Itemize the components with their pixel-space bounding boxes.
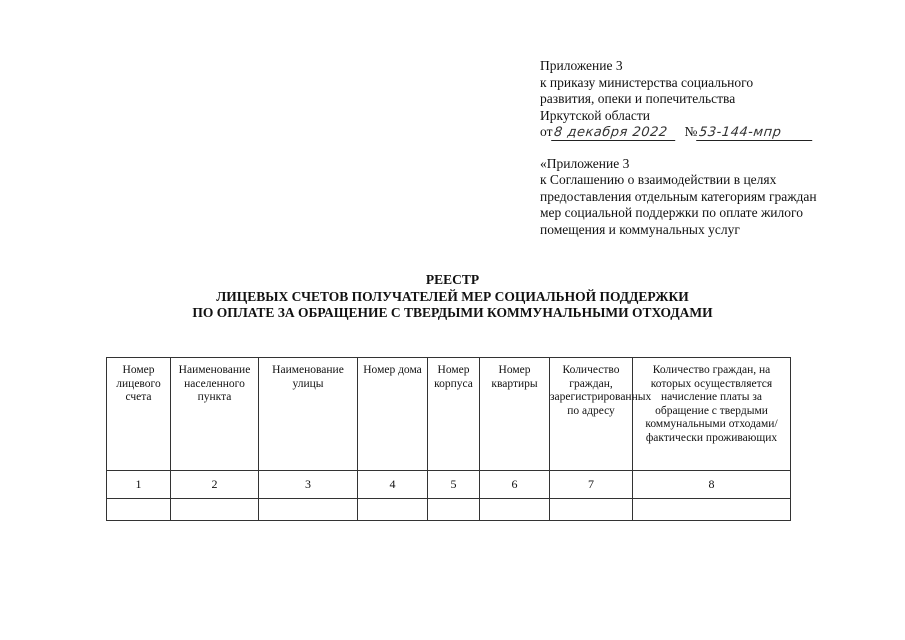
column-header: Количество граждан, зарегистрированных по адресу xyxy=(550,358,633,471)
appendix-line: развития, опеки и попечительства xyxy=(540,91,736,106)
column-number: 4 xyxy=(358,471,428,499)
order-date-number-row xyxy=(540,124,880,141)
column-header: Номер дома xyxy=(358,358,428,471)
from-label: от xyxy=(540,124,553,139)
empty-cell xyxy=(107,499,171,521)
empty-cell xyxy=(550,499,633,521)
agreement-line: предоставления отдельным категориям граждан xyxy=(540,188,817,204)
agreement-line: к Соглашению о взаимодействии в целях xyxy=(540,172,777,187)
column-number: 6 xyxy=(480,471,550,499)
column-number: 8 xyxy=(633,471,791,499)
document-title xyxy=(0,272,905,322)
title-line: РЕЕСТР xyxy=(425,272,480,287)
agreement-line: мер социальной поддержки по оплате жилого xyxy=(540,205,803,220)
column-number: 5 xyxy=(428,471,480,499)
column-number-row xyxy=(107,471,791,499)
appendix-line: к приказу министерства социального xyxy=(540,74,754,90)
column-number: 7 xyxy=(550,471,633,499)
title-line: ПО ОПЛАТЕ ЗА ОБРАЩЕНИЕ С ТВЕРДЫМИ КОММУНАЛЬНЫМИ ОТХОДАМИ xyxy=(192,305,713,320)
title-line: ЛИЦЕВЫХ СЧЕТОВ ПОЛУЧАТЕЛЕЙ МЕР СОЦИАЛЬНОЙ ПОДДЕРЖКИ xyxy=(216,288,689,304)
empty-cell xyxy=(259,499,358,521)
column-header: Номер квартиры xyxy=(480,358,550,471)
table-header-row xyxy=(107,358,791,471)
empty-cell xyxy=(358,499,428,521)
column-number: 3 xyxy=(259,471,358,499)
table-row xyxy=(107,499,791,521)
agreement-line: помещения и коммунальных услуг xyxy=(540,221,740,237)
column-header: Количество граждан, на которых осуществляется начисление платы за обращение с твердыми коммунальными отходами/фактически проживающих xyxy=(633,358,791,471)
empty-cell xyxy=(428,499,480,521)
handwritten-number: 53-144-мпр xyxy=(697,125,815,141)
column-header: Номер лицевого счета xyxy=(107,358,171,471)
appendix-line: Иркутской области xyxy=(540,107,651,123)
column-number: 2 xyxy=(171,471,259,499)
appendix-line: Приложение 3 xyxy=(540,58,623,73)
column-header: Наименование улицы xyxy=(259,358,358,471)
agreement-line: «Приложение 3 xyxy=(540,155,630,171)
empty-cell xyxy=(633,499,791,521)
column-header: Наименование населенного пункта xyxy=(171,358,259,471)
number-label: № xyxy=(684,124,698,139)
column-header: Номер корпуса xyxy=(428,358,480,471)
registry-table xyxy=(106,357,791,521)
appendix-header xyxy=(540,58,880,238)
column-number: 1 xyxy=(107,471,171,499)
handwritten-date: 8 декабря 2022 xyxy=(552,125,678,141)
empty-cell xyxy=(171,499,259,521)
empty-cell xyxy=(480,499,550,521)
